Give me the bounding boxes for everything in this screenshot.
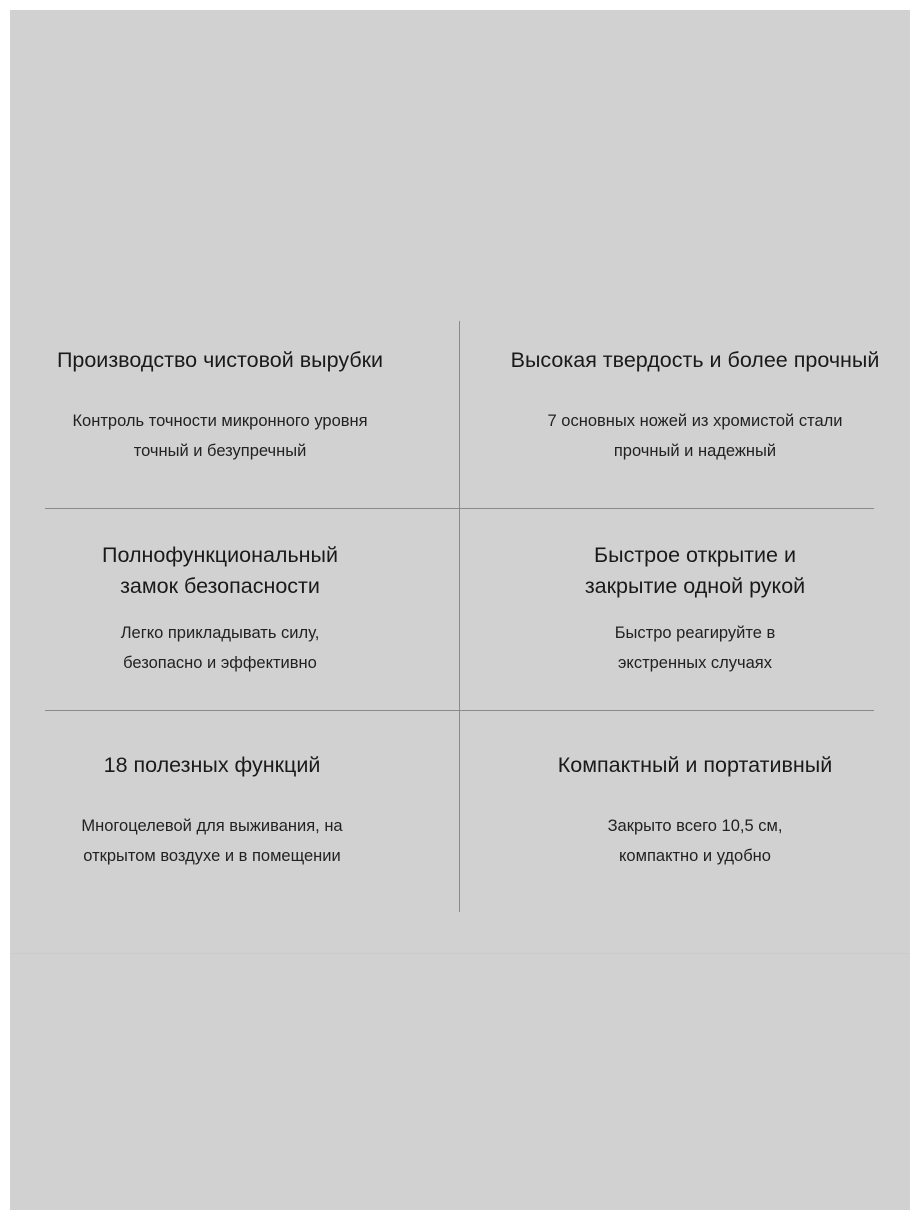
feature-description xyxy=(475,811,915,871)
grid-vertical-divider xyxy=(459,321,460,912)
feature-desc-line: Закрыто всего 10,5 см, xyxy=(607,817,783,835)
feature-title-line: Полнофункциональный xyxy=(102,543,338,567)
feature-title xyxy=(0,750,432,781)
feature-title xyxy=(475,540,915,602)
feature-cell-functions xyxy=(0,750,432,871)
feature-desc-line: прочный и надежный xyxy=(613,442,777,460)
feature-description xyxy=(0,811,432,871)
feature-title-line: замок безопасности xyxy=(120,574,320,598)
feature-desc-line: безопасно и эффективно xyxy=(123,654,317,672)
feature-description xyxy=(475,618,915,678)
feature-desc-line: открытом воздухе и в помещении xyxy=(83,847,341,865)
feature-cell-compact xyxy=(475,750,915,871)
feature-desc-line: компактно и удобно xyxy=(619,847,771,865)
feature-desc-line: точный и безупречный xyxy=(133,442,307,460)
feature-desc-line: 7 основных ножей из хромистой стали xyxy=(547,412,843,430)
feature-description xyxy=(0,406,440,466)
feature-desc-line: Контроль точности микронного уровня xyxy=(72,412,368,430)
grid-horizontal-divider-2 xyxy=(45,710,874,711)
feature-cell-safety-lock xyxy=(0,540,440,678)
feature-cell-hardness xyxy=(475,345,915,466)
feature-title-line: закрытие одной рукой xyxy=(584,574,806,598)
feature-title-line: 18 полезных функций xyxy=(103,753,321,777)
feature-desc-line: Многоцелевой для выживания, на xyxy=(81,817,343,835)
feature-title-line: Компактный и портативный xyxy=(557,753,833,777)
feature-title xyxy=(0,540,440,602)
feature-description xyxy=(475,406,915,466)
feature-title-line: Высокая твердость и более прочный xyxy=(510,348,880,372)
feature-cell-precision xyxy=(0,345,440,466)
feature-title-line: Быстрое открытие и xyxy=(594,543,796,567)
feature-title xyxy=(475,345,915,376)
feature-desc-line: экстренных случаях xyxy=(618,654,772,672)
feature-title xyxy=(0,345,440,376)
feature-description xyxy=(0,618,440,678)
grid-horizontal-divider-1 xyxy=(45,508,874,509)
feature-cell-one-hand xyxy=(475,540,915,678)
feature-desc-line: Быстро реагируйте в xyxy=(614,624,776,642)
lower-section-divider xyxy=(10,953,910,954)
feature-title xyxy=(475,750,915,781)
feature-desc-line: Легко прикладывать силу, xyxy=(120,624,320,642)
feature-title-line: Производство чистовой вырубки xyxy=(56,348,384,372)
